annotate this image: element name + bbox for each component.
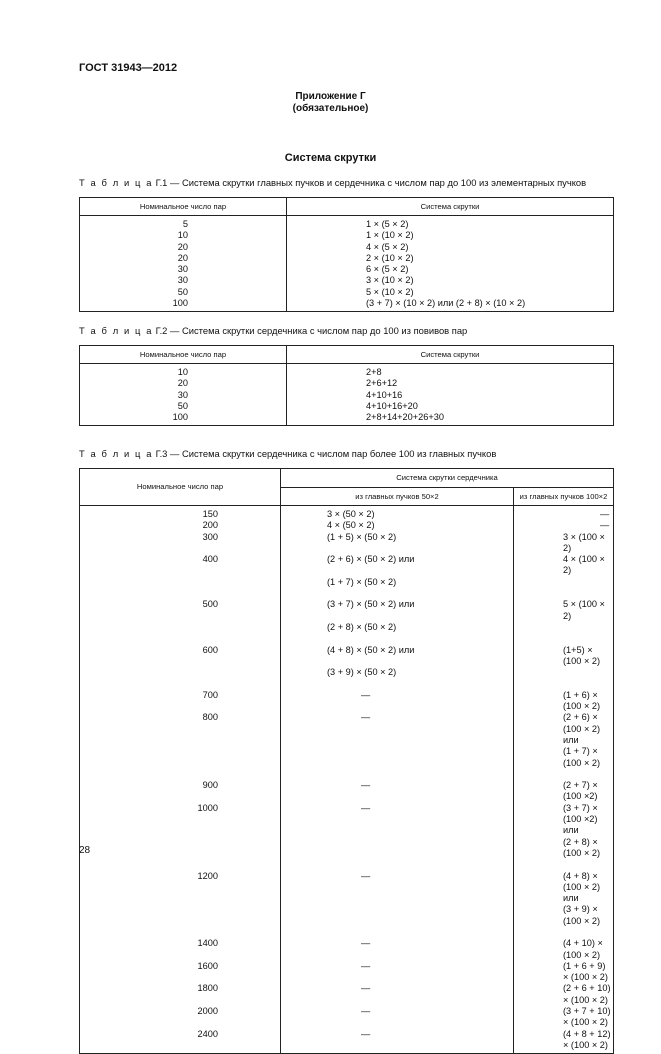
table-cell: 10 (80, 364, 287, 379)
table-cell: (1 + 6) × (100 × 2) (514, 690, 614, 713)
table-row (80, 690, 614, 713)
table-cell: (1 + 7) × (100 × 2) (514, 746, 614, 769)
table-cell (80, 667, 281, 678)
table2 (79, 345, 614, 426)
table-cell: 400 (80, 554, 281, 577)
table-cell: 20 (80, 253, 287, 264)
table-cell: — (281, 1029, 514, 1054)
appendix-title: Приложение Г (295, 91, 366, 102)
table-cell (514, 678, 614, 689)
table-row (80, 780, 614, 803)
table-cell: — (281, 938, 514, 961)
table-cell: (1 + 5) × (50 × 2) (281, 532, 514, 555)
table-cell: 4 × (5 × 2) (287, 242, 614, 253)
table-cell (281, 769, 514, 780)
table-row (80, 412, 614, 426)
table-row (80, 216, 614, 231)
table3-caption-text: Г.3 — Система скрутки сердечника с числом пар более 100 из главных пучков (153, 448, 497, 459)
table-row (80, 859, 614, 870)
table-row (80, 983, 614, 1006)
table-cell: (2 + 6 + 10) × (100 × 2) (514, 983, 614, 1006)
table-cell: (1+5) × (100 × 2) (514, 645, 614, 668)
table2-header-pairs: Номинальное число пар (80, 346, 287, 364)
table-row (80, 633, 614, 644)
table-cell: 30 (80, 275, 287, 286)
table-cell: 1200 (80, 871, 281, 905)
table2-body (80, 364, 614, 426)
table-cell: 30 (80, 390, 287, 401)
table-cell: 4+10+16 (287, 390, 614, 401)
table-cell: — (281, 780, 514, 803)
table-cell: 4+10+16+20 (287, 401, 614, 412)
table3-caption-prefix: Т а б л и ц а (79, 448, 154, 459)
table-cell (514, 927, 614, 938)
table-cell: — (281, 871, 514, 905)
table-cell (281, 678, 514, 689)
table-cell: 2000 (80, 1006, 281, 1029)
table-cell (281, 859, 514, 870)
page-number: 28 (79, 845, 91, 856)
table1 (79, 197, 614, 312)
table1-header-pairs: Номинальное число пар (80, 198, 287, 216)
table-cell: (3 + 7) × (50 × 2) или (281, 599, 514, 622)
table-cell: 600 (80, 645, 281, 668)
table-cell (80, 769, 281, 780)
table-cell: — (281, 1006, 514, 1029)
table-cell: 30 (80, 264, 287, 275)
table-cell: 1600 (80, 961, 281, 984)
table-cell (514, 622, 614, 633)
table-row (80, 390, 614, 401)
table-row (80, 871, 614, 905)
table-cell: 4 × (100 × 2) (514, 554, 614, 577)
table-cell (80, 746, 281, 769)
table-cell: (4 + 10) × (100 × 2) (514, 938, 614, 961)
table1-caption-text: Г.1 — Система скрутки главных пучков и сердечника с числом пар до 100 из элементарных пучков (153, 177, 587, 188)
table-cell: 150 (80, 506, 281, 521)
table-cell (80, 837, 281, 860)
table-cell (281, 746, 514, 769)
table3-header-pairs: Номинальное число пар (80, 469, 281, 506)
table-cell (514, 769, 614, 780)
table-cell: 50 (80, 287, 287, 298)
table-cell: — (281, 961, 514, 984)
table-row (80, 622, 614, 633)
table-cell: 5 (80, 216, 287, 231)
table3-header-sub-100: из главных пучков 100×2 (514, 487, 614, 506)
table-row (80, 577, 614, 588)
table-cell: 4 × (50 × 2) (281, 520, 514, 531)
table1-body (80, 216, 614, 312)
table-cell: 6 × (5 × 2) (287, 264, 614, 275)
table-cell: 5 × (100 × 2) (514, 599, 614, 622)
table3-body (80, 506, 614, 1054)
table-cell: 100 (80, 412, 287, 426)
table1-caption-prefix: Т а б л и ц а (79, 177, 154, 188)
table-cell: 800 (80, 712, 281, 746)
table-cell: 3 × (50 × 2) (281, 506, 514, 521)
table-cell: 3 × (100 × 2) (514, 532, 614, 555)
table-cell (281, 927, 514, 938)
table-cell (80, 859, 281, 870)
table-cell: (2 + 6) × (100 × 2) или (514, 712, 614, 746)
table3-header-sub-50: из главных пучков 50×2 (281, 487, 514, 506)
table-row (80, 588, 614, 599)
table-cell: 1400 (80, 938, 281, 961)
table2-caption-prefix: Т а б л и ц а (79, 325, 154, 336)
table-cell: — (514, 520, 614, 531)
table1-caption (79, 177, 619, 189)
table-cell (80, 904, 281, 927)
table-row (80, 275, 614, 286)
table-cell: — (514, 506, 614, 521)
table-cell: 1 × (10 × 2) (287, 230, 614, 241)
table-row (80, 938, 614, 961)
table-cell: 500 (80, 599, 281, 622)
table-cell: (4 + 8) × (100 × 2) или (514, 871, 614, 905)
table-cell: 2400 (80, 1029, 281, 1054)
table-cell (80, 927, 281, 938)
table-cell (80, 588, 281, 599)
table-row (80, 264, 614, 275)
table-row (80, 378, 614, 389)
table-cell: (3 + 7 + 10) × (100 × 2) (514, 1006, 614, 1029)
table-cell (281, 588, 514, 599)
table2-caption (79, 325, 619, 337)
table-cell: 1 × (5 × 2) (287, 216, 614, 231)
table-cell (80, 577, 281, 588)
section-title: Система скрутки (284, 152, 377, 164)
table-row (80, 532, 614, 555)
table-row (80, 769, 614, 780)
table-row (80, 287, 614, 298)
table-row (80, 645, 614, 668)
table-cell: 5 × (10 × 2) (287, 287, 614, 298)
table-cell: — (281, 803, 514, 837)
table-row (80, 1006, 614, 1029)
table-cell: 20 (80, 242, 287, 253)
table1-header-system: Система скрутки (287, 198, 614, 216)
table-row (80, 253, 614, 264)
table-cell: 1000 (80, 803, 281, 837)
table-cell: 300 (80, 532, 281, 555)
table-cell: 50 (80, 401, 287, 412)
table-row (80, 298, 614, 312)
table-cell (80, 678, 281, 689)
table3 (79, 468, 614, 1054)
table-cell: 2+6+12 (287, 378, 614, 389)
table-row (80, 678, 614, 689)
table-cell: (3 + 9) × (50 × 2) (281, 667, 514, 678)
table-row (80, 230, 614, 241)
table-cell: (1 + 6 + 9) × (100 × 2) (514, 961, 614, 984)
table-cell: 20 (80, 378, 287, 389)
table-row (80, 837, 614, 860)
table-cell: (3 + 7) × (100 ×2) или (514, 803, 614, 837)
table-row (80, 401, 614, 412)
table-cell: (3 + 7) × (10 × 2) или (2 + 8) × (10 × 2) (287, 298, 614, 312)
table-cell: (2 + 7) × (100 ×2) (514, 780, 614, 803)
table-cell: 3 × (10 × 2) (287, 275, 614, 286)
table-row (80, 242, 614, 253)
standard-code: ГОСТ 31943—2012 (79, 62, 178, 74)
table-row (80, 667, 614, 678)
table-cell: (1 + 7) × (50 × 2) (281, 577, 514, 588)
table-cell: (2 + 8) × (100 × 2) (514, 837, 614, 860)
table3-header-group: Система скрутки сердечника (281, 469, 614, 488)
table-cell: 200 (80, 520, 281, 531)
table-cell: 900 (80, 780, 281, 803)
table-cell (80, 622, 281, 633)
table-cell: 100 (80, 298, 287, 312)
table-cell: (4 + 8) × (50 × 2) или (281, 645, 514, 668)
table-cell (514, 667, 614, 678)
table-cell: 2+8+14+20+26+30 (287, 412, 614, 426)
table3-caption (79, 448, 619, 460)
table-row (80, 904, 614, 927)
table-cell: — (281, 983, 514, 1006)
table-cell: — (281, 712, 514, 746)
table-cell (281, 904, 514, 927)
table-cell: 2 × (10 × 2) (287, 253, 614, 264)
table-cell: — (281, 690, 514, 713)
table-cell (514, 859, 614, 870)
table2-header-system: Система скрутки (287, 346, 614, 364)
table-row (80, 1029, 614, 1054)
table-cell: (4 + 8 + 12) × (100 × 2) (514, 1029, 614, 1054)
table-cell (80, 633, 281, 644)
table-cell (514, 633, 614, 644)
table-cell (281, 633, 514, 644)
table-row (80, 927, 614, 938)
table-cell: 10 (80, 230, 287, 241)
table-cell: (2 + 6) × (50 × 2) или (281, 554, 514, 577)
table-row (80, 712, 614, 746)
table-row (80, 520, 614, 531)
table-cell: 2+8 (287, 364, 614, 379)
table-cell: (2 + 8) × (50 × 2) (281, 622, 514, 633)
table-row (80, 364, 614, 379)
table-cell: 1800 (80, 983, 281, 1006)
table-row (80, 599, 614, 622)
table-row (80, 506, 614, 521)
table-cell (281, 837, 514, 860)
table-cell: 700 (80, 690, 281, 713)
table-cell (514, 588, 614, 599)
table-row (80, 803, 614, 837)
table-cell (514, 577, 614, 588)
appendix-subtitle: (обязательное) (292, 103, 369, 114)
table-row (80, 961, 614, 984)
table-cell: (3 + 9) × (100 × 2) (514, 904, 614, 927)
table-row (80, 554, 614, 577)
table-row (80, 746, 614, 769)
table2-caption-text: Г.2 — Система скрутки сердечника с числом пар до 100 из повивов пар (153, 325, 468, 336)
